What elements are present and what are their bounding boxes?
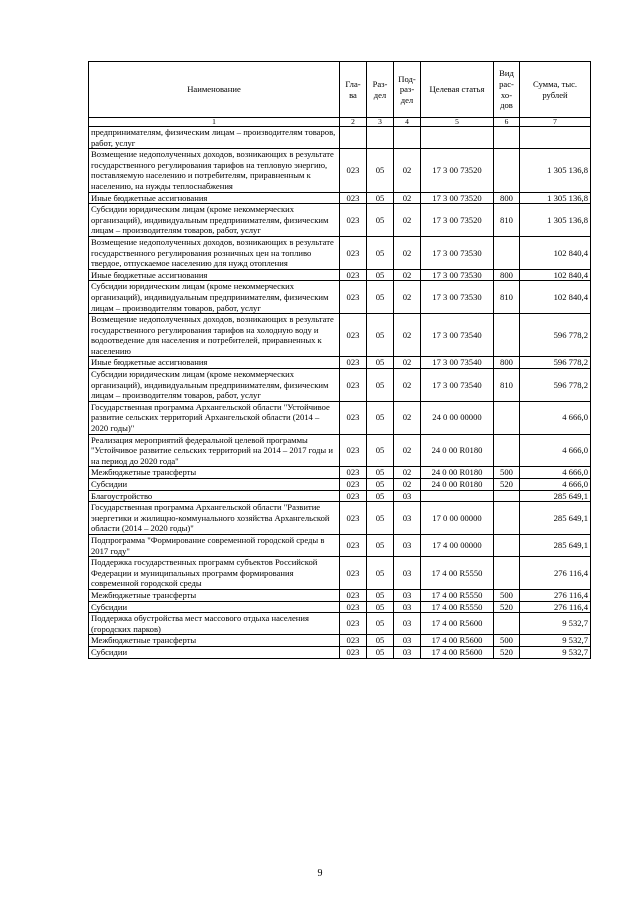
- row-glava: 023: [340, 401, 367, 434]
- row-target: 17 4 00 00000: [421, 534, 494, 556]
- row-target: 17 3 00 73530: [421, 236, 494, 269]
- row-podrazdel: 02: [394, 192, 421, 204]
- row-glava: 023: [340, 635, 367, 647]
- row-glava: 023: [340, 204, 367, 237]
- row-razdel: 05: [367, 467, 394, 479]
- row-glava: 023: [340, 534, 367, 556]
- row-name: Иные бюджетные ассигнования: [89, 357, 340, 369]
- table-row: [89, 236, 591, 269]
- row-name: Субсидии юридическим лицам (кроме некоммерческих организаций), индивидуальным предпринимателям, физическим лицам – производителям товаров, работ, услуг: [89, 369, 340, 402]
- row-glava: 023: [340, 613, 367, 635]
- row-name: Субсидии: [89, 479, 340, 491]
- row-name: Подпрограмма "Формирование современной городской среды в 2017 году": [89, 534, 340, 556]
- row-glava: 023: [340, 502, 367, 535]
- row-vid: [494, 434, 520, 467]
- row-sum: 285 649,1: [520, 490, 591, 502]
- row-podrazdel: 02: [394, 236, 421, 269]
- row-vid: 810: [494, 204, 520, 237]
- column-number: 6: [494, 118, 520, 127]
- row-podrazdel: 02: [394, 401, 421, 434]
- row-target: 17 3 00 73540: [421, 369, 494, 402]
- row-vid: [494, 149, 520, 192]
- header-name: Наименование: [89, 62, 340, 118]
- table-row: [89, 314, 591, 357]
- row-razdel: 05: [367, 434, 394, 467]
- row-target: 17 4 00 R5600: [421, 613, 494, 635]
- row-podrazdel: 03: [394, 646, 421, 658]
- row-name: Государственная программа Архангельской области "Устойчивое развитие сельских территорий Архангельской области (2014 – 2020 годы)": [89, 401, 340, 434]
- table-row: [89, 127, 591, 149]
- row-glava: 023: [340, 557, 367, 590]
- table-row: [89, 601, 591, 613]
- row-name: Межбюджетные трансферты: [89, 635, 340, 647]
- row-sum: 1 305 136,8: [520, 149, 591, 192]
- column-number: 3: [367, 118, 394, 127]
- row-razdel: 05: [367, 281, 394, 314]
- row-name: Благоустройство: [89, 490, 340, 502]
- row-name: Государственная программа Архангельской области "Развитие энергетики и жилищно-коммунального хозяйства Архангельской области (2014 – 2020 годы)": [89, 502, 340, 535]
- header-vid: Вид рас-хо-дов: [494, 62, 520, 118]
- row-name: Возмещение недополученных доходов, возникающих в результате государственного регулирования тарифов на холодную воду и водоотведение для населения и потребителей, приравненных к населению: [89, 314, 340, 357]
- row-sum: 102 840,4: [520, 281, 591, 314]
- row-glava: 023: [340, 369, 367, 402]
- table-row: [89, 557, 591, 590]
- header-glava: Гла-ва: [340, 62, 367, 118]
- table-row: [89, 646, 591, 658]
- row-razdel: 05: [367, 557, 394, 590]
- column-number: 1: [89, 118, 340, 127]
- row-target: 17 3 00 73540: [421, 357, 494, 369]
- row-glava: 023: [340, 269, 367, 281]
- row-razdel: 05: [367, 204, 394, 237]
- row-target: 24 0 00 R0180: [421, 467, 494, 479]
- row-sum: 4 666,0: [520, 401, 591, 434]
- table-row: [89, 479, 591, 491]
- row-razdel: 05: [367, 613, 394, 635]
- row-glava: 023: [340, 589, 367, 601]
- row-razdel: 05: [367, 479, 394, 491]
- row-target: 17 4 00 R5550: [421, 557, 494, 590]
- row-name: Межбюджетные трансферты: [89, 467, 340, 479]
- row-vid: 520: [494, 479, 520, 491]
- row-target: 17 4 00 R5600: [421, 635, 494, 647]
- table-body: [89, 127, 591, 659]
- row-sum: 9 532,7: [520, 613, 591, 635]
- header-podrazdel: Под-раз-дел: [394, 62, 421, 118]
- row-razdel: 05: [367, 192, 394, 204]
- row-podrazdel: 03: [394, 613, 421, 635]
- row-glava: 023: [340, 192, 367, 204]
- row-sum: 4 666,0: [520, 434, 591, 467]
- row-podrazdel: 03: [394, 601, 421, 613]
- row-vid: [494, 613, 520, 635]
- row-sum: 596 778,2: [520, 314, 591, 357]
- row-sum: 9 532,7: [520, 635, 591, 647]
- row-razdel: 05: [367, 646, 394, 658]
- table-row: [89, 502, 591, 535]
- row-glava: 023: [340, 601, 367, 613]
- row-sum: 596 778,2: [520, 357, 591, 369]
- header-sum: Сумма, тыс. рублей: [520, 62, 591, 118]
- row-sum: 4 666,0: [520, 467, 591, 479]
- column-number-row: [89, 118, 591, 127]
- row-sum: 1 305 136,8: [520, 204, 591, 237]
- row-vid: [494, 502, 520, 535]
- row-name: Межбюджетные трансферты: [89, 589, 340, 601]
- row-name: Иные бюджетные ассигнования: [89, 269, 340, 281]
- column-number: 2: [340, 118, 367, 127]
- row-glava: 023: [340, 149, 367, 192]
- row-glava: 023: [340, 434, 367, 467]
- header-row: [89, 62, 591, 118]
- table-row: [89, 534, 591, 556]
- table-row: [89, 357, 591, 369]
- table-row: [89, 401, 591, 434]
- row-razdel: 05: [367, 236, 394, 269]
- table-row: [89, 369, 591, 402]
- row-podrazdel: 02: [394, 479, 421, 491]
- column-number: 4: [394, 118, 421, 127]
- row-vid: 800: [494, 269, 520, 281]
- row-target: [421, 127, 494, 149]
- row-name: Поддержка обустройства мест массового отдыха населения (городских парков): [89, 613, 340, 635]
- row-glava: 023: [340, 314, 367, 357]
- row-podrazdel: 02: [394, 434, 421, 467]
- table-row: [89, 613, 591, 635]
- row-razdel: 05: [367, 490, 394, 502]
- row-name: предпринимателям, физическим лицам – производителям товаров, работ, услуг: [89, 127, 340, 149]
- row-podrazdel: 02: [394, 369, 421, 402]
- row-podrazdel: 03: [394, 589, 421, 601]
- row-name: Иные бюджетные ассигнования: [89, 192, 340, 204]
- row-vid: [494, 401, 520, 434]
- row-glava: 023: [340, 646, 367, 658]
- row-glava: 023: [340, 236, 367, 269]
- column-number: 7: [520, 118, 591, 127]
- row-name: Реализация мероприятий федеральной целевой программы "Устойчивое развитие сельских территорий на 2014 – 2017 годы и на период до 2020 года": [89, 434, 340, 467]
- row-vid: [494, 557, 520, 590]
- row-sum: 285 649,1: [520, 502, 591, 535]
- row-name: Поддержка государственных программ субъектов Российской Федерации и муниципальных программ формирования современной городской среды: [89, 557, 340, 590]
- row-razdel: 05: [367, 269, 394, 281]
- table-row: [89, 434, 591, 467]
- row-podrazdel: 02: [394, 281, 421, 314]
- table-row: [89, 635, 591, 647]
- table-row: [89, 281, 591, 314]
- row-name: Возмещение недополученных доходов, возникающих в результате государственного регулирования тарифов на тепловую энергию, поставляемую населению и потребителям, приравненным к населению, на нужды теплоснабжения: [89, 149, 340, 192]
- row-target: 24 0 00 R0180: [421, 479, 494, 491]
- row-vid: 810: [494, 369, 520, 402]
- row-vid: [494, 127, 520, 149]
- row-razdel: 05: [367, 589, 394, 601]
- row-target: 17 3 00 73520: [421, 204, 494, 237]
- row-podrazdel: [394, 127, 421, 149]
- row-target: 17 4 00 R5550: [421, 589, 494, 601]
- row-glava: 023: [340, 281, 367, 314]
- row-podrazdel: 02: [394, 269, 421, 281]
- row-podrazdel: 02: [394, 357, 421, 369]
- row-target: 17 4 00 R5550: [421, 601, 494, 613]
- row-name: Субсидии юридическим лицам (кроме некоммерческих организаций), индивидуальным предпринимателям, физическим лицам – производителям товаров, работ, услуг: [89, 204, 340, 237]
- row-razdel: 05: [367, 635, 394, 647]
- row-vid: 500: [494, 589, 520, 601]
- row-razdel: 05: [367, 401, 394, 434]
- row-target: 24 0 00 00000: [421, 401, 494, 434]
- table-row: [89, 589, 591, 601]
- row-vid: [494, 490, 520, 502]
- row-vid: [494, 314, 520, 357]
- row-target: 17 0 00 00000: [421, 502, 494, 535]
- header-target: Целевая статья: [421, 62, 494, 118]
- row-glava: 023: [340, 479, 367, 491]
- row-podrazdel: 03: [394, 502, 421, 535]
- row-podrazdel: 02: [394, 204, 421, 237]
- row-glava: 023: [340, 357, 367, 369]
- row-vid: 810: [494, 281, 520, 314]
- row-target: 17 3 00 73530: [421, 281, 494, 314]
- row-sum: 276 116,4: [520, 557, 591, 590]
- row-sum: 1 305 136,8: [520, 192, 591, 204]
- row-razdel: 05: [367, 357, 394, 369]
- row-podrazdel: 02: [394, 149, 421, 192]
- row-podrazdel: 03: [394, 490, 421, 502]
- table-row: [89, 192, 591, 204]
- row-glava: [340, 127, 367, 149]
- row-podrazdel: 02: [394, 467, 421, 479]
- table-row: [89, 467, 591, 479]
- budget-table: [88, 61, 591, 659]
- row-razdel: 05: [367, 149, 394, 192]
- table-row: [89, 149, 591, 192]
- row-target: 17 3 00 73540: [421, 314, 494, 357]
- row-glava: 023: [340, 467, 367, 479]
- row-sum: 4 666,0: [520, 479, 591, 491]
- row-target: 17 3 00 73520: [421, 192, 494, 204]
- row-target: 17 4 00 R5600: [421, 646, 494, 658]
- row-sum: 9 532,7: [520, 646, 591, 658]
- row-podrazdel: 02: [394, 314, 421, 357]
- row-vid: 520: [494, 646, 520, 658]
- row-target: 17 3 00 73520: [421, 149, 494, 192]
- row-sum: 276 116,4: [520, 589, 591, 601]
- row-razdel: 05: [367, 534, 394, 556]
- page-number: 9: [317, 868, 323, 879]
- row-podrazdel: 03: [394, 557, 421, 590]
- row-razdel: [367, 127, 394, 149]
- row-name: Субсидии юридическим лицам (кроме некоммерческих организаций), индивидуальным предпринимателям, физическим лицам – производителям товаров, работ, услуг: [89, 281, 340, 314]
- row-target: 24 0 00 R0180: [421, 434, 494, 467]
- row-vid: 800: [494, 357, 520, 369]
- row-sum: [520, 127, 591, 149]
- row-sum: 276 116,4: [520, 601, 591, 613]
- row-razdel: 05: [367, 369, 394, 402]
- row-sum: 285 649,1: [520, 534, 591, 556]
- header-razdel: Раз-дел: [367, 62, 394, 118]
- row-glava: 023: [340, 490, 367, 502]
- row-sum: 102 840,4: [520, 269, 591, 281]
- table-row: [89, 269, 591, 281]
- row-razdel: 05: [367, 601, 394, 613]
- row-podrazdel: 03: [394, 635, 421, 647]
- row-vid: 500: [494, 467, 520, 479]
- row-target: 17 3 00 73530: [421, 269, 494, 281]
- row-target: [421, 490, 494, 502]
- row-vid: [494, 534, 520, 556]
- row-sum: 596 778,2: [520, 369, 591, 402]
- row-vid: 520: [494, 601, 520, 613]
- table-row: [89, 204, 591, 237]
- row-vid: 500: [494, 635, 520, 647]
- row-name: Субсидии: [89, 601, 340, 613]
- row-sum: 102 840,4: [520, 236, 591, 269]
- row-podrazdel: 03: [394, 534, 421, 556]
- column-number: 5: [421, 118, 494, 127]
- row-vid: [494, 236, 520, 269]
- row-name: Субсидии: [89, 646, 340, 658]
- row-razdel: 05: [367, 502, 394, 535]
- row-vid: 800: [494, 192, 520, 204]
- row-razdel: 05: [367, 314, 394, 357]
- row-name: Возмещение недополученных доходов, возникающих в результате государственного регулирования розничных цен на топливо твердое, отпускаемое населению для нужд отопления: [89, 236, 340, 269]
- table-row: [89, 490, 591, 502]
